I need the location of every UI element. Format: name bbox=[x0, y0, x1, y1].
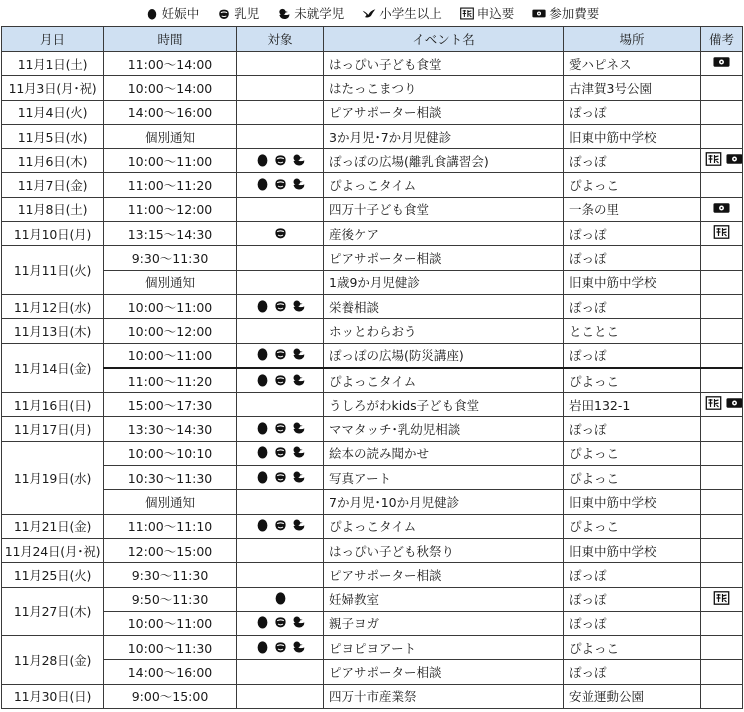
date-cell: 11月1日(土) bbox=[2, 52, 104, 76]
table-row bbox=[2, 587, 743, 611]
event-name-cell: ホッとわらおう bbox=[324, 319, 564, 343]
event-name-cell: ママタッチ･乳幼児相談 bbox=[324, 417, 564, 441]
place-cell: 古津賀3号公園 bbox=[564, 76, 701, 100]
notes-cell bbox=[701, 294, 743, 318]
date-cell: 11月8日(土) bbox=[2, 197, 104, 221]
table-row bbox=[2, 368, 743, 393]
legend bbox=[0, 0, 744, 26]
baby-icon bbox=[273, 372, 288, 387]
baby-icon bbox=[273, 444, 288, 459]
table-row bbox=[2, 319, 743, 343]
application-required-icon bbox=[460, 7, 474, 20]
legend-item bbox=[532, 4, 599, 22]
date-cell: 11月16日(日) bbox=[2, 393, 104, 417]
application-required-icon bbox=[705, 152, 722, 166]
time-cell: 10:00～11:00 bbox=[104, 611, 237, 635]
target-cell bbox=[237, 197, 324, 221]
target-cell bbox=[237, 319, 324, 343]
target-cell bbox=[237, 294, 324, 318]
chick-icon bbox=[291, 298, 306, 313]
target-cell bbox=[237, 246, 324, 270]
fee-required-icon bbox=[713, 55, 730, 69]
notes-cell bbox=[701, 124, 743, 148]
baby-icon bbox=[273, 614, 288, 629]
chick-icon bbox=[291, 444, 306, 459]
event-name-cell: はっぴい子ども食堂 bbox=[324, 52, 564, 76]
target-cell bbox=[237, 660, 324, 684]
legend-label: 未就学児 bbox=[294, 6, 345, 21]
notes-cell bbox=[701, 490, 743, 514]
event-name-cell: ぽっぽの広場(離乳食講習会) bbox=[324, 149, 564, 173]
notes-cell bbox=[701, 270, 743, 294]
chick-icon bbox=[291, 469, 306, 484]
target-cell bbox=[237, 441, 324, 465]
time-cell: 9:30～11:30 bbox=[104, 246, 237, 270]
event-name-cell: ピアサポーター相談 bbox=[324, 563, 564, 587]
target-cell bbox=[237, 343, 324, 368]
date-cell: 11月21日(金) bbox=[2, 514, 104, 538]
time-cell: 個別通知 bbox=[104, 124, 237, 148]
egg-icon bbox=[273, 590, 288, 605]
fee-required-icon bbox=[713, 201, 730, 215]
place-cell: 旧東中筋中学校 bbox=[564, 538, 701, 562]
date-cell: 11月12日(水) bbox=[2, 294, 104, 318]
baby-icon bbox=[217, 7, 231, 20]
time-cell: 個別通知 bbox=[104, 490, 237, 514]
legend-item bbox=[460, 4, 515, 22]
time-cell: 10:00～14:00 bbox=[104, 76, 237, 100]
egg-icon bbox=[255, 176, 270, 191]
place-cell: ぽっぽ bbox=[564, 563, 701, 587]
table-row bbox=[2, 294, 743, 318]
baby-icon bbox=[273, 420, 288, 435]
legend-label: 小学生以上 bbox=[379, 6, 442, 21]
target-cell bbox=[237, 173, 324, 197]
date-cell: 11月4日(火) bbox=[2, 100, 104, 124]
date-cell: 11月7日(金) bbox=[2, 173, 104, 197]
fee-required-icon bbox=[726, 396, 743, 410]
egg-icon bbox=[255, 372, 270, 387]
chick-icon bbox=[291, 639, 306, 654]
notes-cell bbox=[701, 660, 743, 684]
baby-icon bbox=[273, 517, 288, 532]
table-row bbox=[2, 636, 743, 660]
notes-cell bbox=[701, 368, 743, 393]
target-cell bbox=[237, 417, 324, 441]
date-cell: 11月11日(火) bbox=[2, 246, 104, 295]
legend-item bbox=[277, 4, 344, 22]
date-cell: 11月24日(月･祝) bbox=[2, 538, 104, 562]
date-cell: 11月14日(金) bbox=[2, 343, 104, 393]
baby-icon bbox=[273, 639, 288, 654]
event-name-cell: 四万十市産業祭 bbox=[324, 684, 564, 708]
time-cell: 9:00～15:00 bbox=[104, 684, 237, 708]
notes-cell bbox=[701, 343, 743, 368]
notes-cell bbox=[701, 393, 743, 417]
legend-label: 乳児 bbox=[234, 6, 260, 21]
event-name-cell: ぴよっこタイム bbox=[324, 368, 564, 393]
target-cell bbox=[237, 563, 324, 587]
event-name-cell: ぽっぽの広場(防災講座) bbox=[324, 343, 564, 368]
table-row bbox=[2, 660, 743, 684]
target-cell bbox=[237, 368, 324, 393]
egg-icon bbox=[255, 420, 270, 435]
egg-icon bbox=[255, 469, 270, 484]
target-cell bbox=[237, 684, 324, 708]
time-cell: 9:50～11:30 bbox=[104, 587, 237, 611]
notes-cell bbox=[701, 149, 743, 173]
event-name-cell: 親子ヨガ bbox=[324, 611, 564, 635]
legend-label: 参加費要 bbox=[549, 6, 600, 21]
notes-cell bbox=[701, 441, 743, 465]
time-cell: 10:00～11:00 bbox=[104, 149, 237, 173]
event-name-cell: 産後ケア bbox=[324, 222, 564, 246]
notes-cell bbox=[701, 611, 743, 635]
column-header-event: イベント名 bbox=[324, 27, 564, 52]
place-cell: ぽっぽ bbox=[564, 246, 701, 270]
chick-icon bbox=[291, 420, 306, 435]
table-row bbox=[2, 611, 743, 635]
date-cell: 11月3日(月･祝) bbox=[2, 76, 104, 100]
table-row bbox=[2, 100, 743, 124]
notes-cell bbox=[701, 173, 743, 197]
time-cell: 14:00～16:00 bbox=[104, 660, 237, 684]
event-name-cell: ぴよっこタイム bbox=[324, 514, 564, 538]
time-cell: 13:30～14:30 bbox=[104, 417, 237, 441]
chick-icon bbox=[291, 176, 306, 191]
event-name-cell: ピアサポーター相談 bbox=[324, 246, 564, 270]
column-header-date: 月日 bbox=[2, 27, 104, 52]
time-cell: 10:00～11:30 bbox=[104, 636, 237, 660]
chick-icon bbox=[291, 614, 306, 629]
table-row bbox=[2, 222, 743, 246]
notes-cell bbox=[701, 222, 743, 246]
baby-icon bbox=[273, 176, 288, 191]
egg-icon bbox=[255, 444, 270, 459]
column-header-time: 時間 bbox=[104, 27, 237, 52]
table-row bbox=[2, 197, 743, 221]
place-cell: 一条の里 bbox=[564, 197, 701, 221]
target-cell bbox=[237, 124, 324, 148]
target-cell bbox=[237, 538, 324, 562]
place-cell: ぽっぽ bbox=[564, 343, 701, 368]
application-required-icon bbox=[705, 396, 722, 410]
egg-icon bbox=[255, 346, 270, 361]
event-name-cell: 妊婦教室 bbox=[324, 587, 564, 611]
target-cell bbox=[237, 52, 324, 76]
target-cell bbox=[237, 393, 324, 417]
event-name-cell: ピアサポーター相談 bbox=[324, 100, 564, 124]
target-cell bbox=[237, 587, 324, 611]
time-cell: 11:00～12:00 bbox=[104, 197, 237, 221]
date-cell: 11月27日(木) bbox=[2, 587, 104, 636]
table-row bbox=[2, 490, 743, 514]
table-row bbox=[2, 441, 743, 465]
chick-icon bbox=[291, 346, 306, 361]
place-cell: 安並運動公園 bbox=[564, 684, 701, 708]
place-cell: ぽっぽ bbox=[564, 294, 701, 318]
place-cell: ぴよっこ bbox=[564, 173, 701, 197]
egg-icon bbox=[255, 152, 270, 167]
chick-icon bbox=[277, 7, 291, 20]
chick-icon bbox=[291, 372, 306, 387]
target-cell bbox=[237, 270, 324, 294]
legend-item bbox=[362, 4, 442, 22]
notes-cell bbox=[701, 246, 743, 270]
target-cell bbox=[237, 466, 324, 490]
notes-cell bbox=[701, 76, 743, 100]
place-cell: ぽっぽ bbox=[564, 417, 701, 441]
fee-required-icon bbox=[532, 7, 546, 20]
place-cell: ぴよっこ bbox=[564, 368, 701, 393]
event-name-cell: 7か月児･10か月児健診 bbox=[324, 490, 564, 514]
place-cell: ぽっぽ bbox=[564, 611, 701, 635]
table-row bbox=[2, 466, 743, 490]
legend-item bbox=[217, 4, 259, 22]
table-row bbox=[2, 393, 743, 417]
table-row bbox=[2, 343, 743, 368]
time-cell: 13:15～14:30 bbox=[104, 222, 237, 246]
table-row bbox=[2, 563, 743, 587]
notes-cell bbox=[701, 538, 743, 562]
application-required-icon bbox=[713, 591, 730, 605]
place-cell: 岩田132-1 bbox=[564, 393, 701, 417]
table-row bbox=[2, 124, 743, 148]
date-cell: 11月30日(日) bbox=[2, 684, 104, 708]
date-cell: 11月6日(木) bbox=[2, 149, 104, 173]
date-cell: 11月25日(火) bbox=[2, 563, 104, 587]
date-cell: 11月10日(月) bbox=[2, 222, 104, 246]
column-header-notes: 備考 bbox=[701, 27, 743, 52]
table-row bbox=[2, 538, 743, 562]
column-header-place: 場所 bbox=[564, 27, 701, 52]
baby-icon bbox=[273, 152, 288, 167]
place-cell: 旧東中筋中学校 bbox=[564, 270, 701, 294]
target-cell bbox=[237, 76, 324, 100]
event-name-cell: ぴよっこタイム bbox=[324, 173, 564, 197]
notes-cell bbox=[701, 319, 743, 343]
event-name-cell: うしろがわkids子ども食堂 bbox=[324, 393, 564, 417]
egg-icon bbox=[255, 639, 270, 654]
legend-item bbox=[145, 4, 200, 22]
target-cell bbox=[237, 490, 324, 514]
column-header-target: 対象 bbox=[237, 27, 324, 52]
date-cell: 11月17日(月) bbox=[2, 417, 104, 441]
time-cell: 15:00～17:30 bbox=[104, 393, 237, 417]
place-cell: ぽっぽ bbox=[564, 587, 701, 611]
chick-icon bbox=[291, 517, 306, 532]
time-cell: 11:00～11:20 bbox=[104, 173, 237, 197]
target-cell bbox=[237, 611, 324, 635]
baby-icon bbox=[273, 346, 288, 361]
table-row bbox=[2, 514, 743, 538]
place-cell: ぽっぽ bbox=[564, 660, 701, 684]
egg-icon bbox=[145, 7, 159, 20]
event-name-cell: 写真アート bbox=[324, 466, 564, 490]
baby-icon bbox=[273, 225, 288, 240]
application-required-icon bbox=[713, 225, 730, 239]
time-cell: 個別通知 bbox=[104, 270, 237, 294]
table-row bbox=[2, 52, 743, 76]
target-cell bbox=[237, 636, 324, 660]
time-cell: 9:30～11:30 bbox=[104, 563, 237, 587]
header-row bbox=[2, 27, 743, 52]
event-name-cell: 3か月児･7か月児健診 bbox=[324, 124, 564, 148]
event-name-cell: はたっこまつり bbox=[324, 76, 564, 100]
time-cell: 10:30～11:30 bbox=[104, 466, 237, 490]
place-cell: 愛ハピネス bbox=[564, 52, 701, 76]
place-cell: 旧東中筋中学校 bbox=[564, 124, 701, 148]
place-cell: ぽっぽ bbox=[564, 149, 701, 173]
egg-icon bbox=[255, 298, 270, 313]
event-schedule-table bbox=[1, 26, 743, 709]
target-cell bbox=[237, 514, 324, 538]
time-cell: 11:00～14:00 bbox=[104, 52, 237, 76]
notes-cell bbox=[701, 466, 743, 490]
legend-label: 申込要 bbox=[476, 6, 515, 21]
event-name-cell: 栄養相談 bbox=[324, 294, 564, 318]
time-cell: 11:00～11:20 bbox=[104, 368, 237, 393]
date-cell: 11月19日(水) bbox=[2, 441, 104, 514]
table-row bbox=[2, 149, 743, 173]
place-cell: ぽっぽ bbox=[564, 222, 701, 246]
time-cell: 10:00～11:00 bbox=[104, 294, 237, 318]
event-name-cell: ピアサポーター相談 bbox=[324, 660, 564, 684]
table-row bbox=[2, 173, 743, 197]
date-cell: 11月13日(木) bbox=[2, 319, 104, 343]
notes-cell bbox=[701, 100, 743, 124]
time-cell: 10:00～11:00 bbox=[104, 343, 237, 368]
notes-cell bbox=[701, 587, 743, 611]
event-name-cell: 四万十子ども食堂 bbox=[324, 197, 564, 221]
place-cell: ぴよっこ bbox=[564, 514, 701, 538]
notes-cell bbox=[701, 563, 743, 587]
egg-icon bbox=[255, 614, 270, 629]
time-cell: 10:00～10:10 bbox=[104, 441, 237, 465]
table-row bbox=[2, 417, 743, 441]
time-cell: 10:00～12:00 bbox=[104, 319, 237, 343]
place-cell: ぴよっこ bbox=[564, 441, 701, 465]
notes-cell bbox=[701, 514, 743, 538]
target-cell bbox=[237, 100, 324, 124]
notes-cell bbox=[701, 52, 743, 76]
table-row bbox=[2, 246, 743, 270]
date-cell: 11月5日(水) bbox=[2, 124, 104, 148]
date-cell: 11月28日(金) bbox=[2, 636, 104, 685]
table-row bbox=[2, 76, 743, 100]
place-cell: ぴよっこ bbox=[564, 466, 701, 490]
place-cell: とことこ bbox=[564, 319, 701, 343]
place-cell: ぴよっこ bbox=[564, 636, 701, 660]
target-cell bbox=[237, 222, 324, 246]
baby-icon bbox=[273, 298, 288, 313]
notes-cell bbox=[701, 684, 743, 708]
place-cell: 旧東中筋中学校 bbox=[564, 490, 701, 514]
event-name-cell: ピヨピヨアート bbox=[324, 636, 564, 660]
event-name-cell: 1歳9か月児健診 bbox=[324, 270, 564, 294]
fee-required-icon bbox=[726, 152, 743, 166]
target-cell bbox=[237, 149, 324, 173]
legend-label: 妊娠中 bbox=[161, 6, 200, 21]
table-row bbox=[2, 270, 743, 294]
chick-icon bbox=[291, 152, 306, 167]
notes-cell bbox=[701, 636, 743, 660]
egg-icon bbox=[255, 517, 270, 532]
time-cell: 11:00～11:10 bbox=[104, 514, 237, 538]
time-cell: 12:00～15:00 bbox=[104, 538, 237, 562]
place-cell: ぽっぽ bbox=[564, 100, 701, 124]
event-name-cell: はっぴい子ども秋祭り bbox=[324, 538, 564, 562]
notes-cell bbox=[701, 417, 743, 441]
time-cell: 14:00～16:00 bbox=[104, 100, 237, 124]
bird-icon bbox=[362, 7, 376, 20]
table-row bbox=[2, 684, 743, 708]
notes-cell bbox=[701, 197, 743, 221]
baby-icon bbox=[273, 469, 288, 484]
event-name-cell: 絵本の読み聞かせ bbox=[324, 441, 564, 465]
